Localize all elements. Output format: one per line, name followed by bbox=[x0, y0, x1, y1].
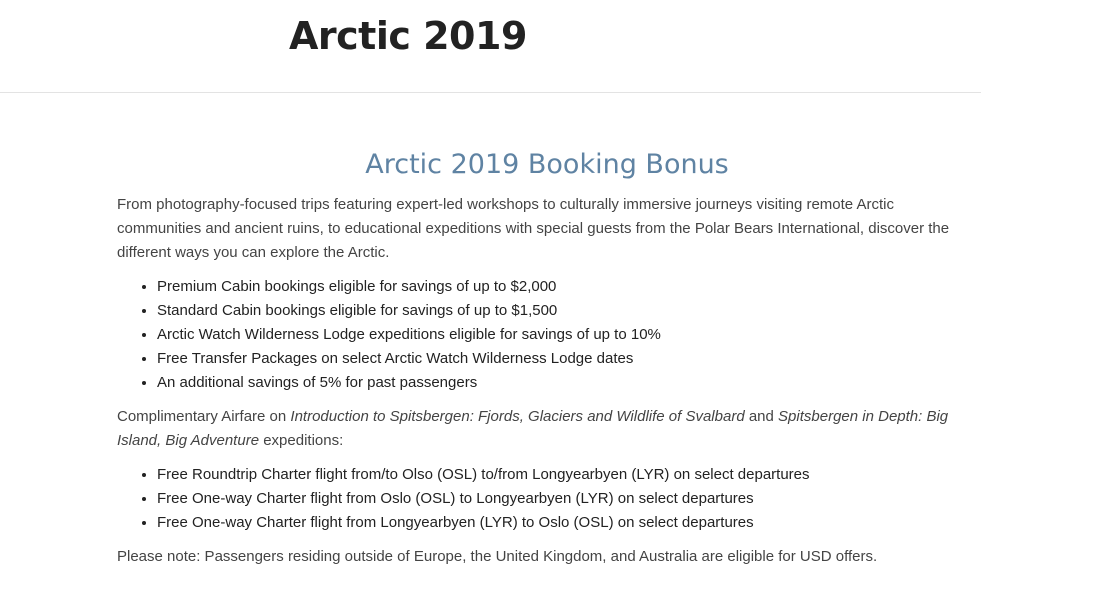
intro-paragraph: From photography-focused trips featuring expert-led workshops to culturally immersive journeys visiting remote Arctic communities and ancient ruins, to educational expeditions with special guests from the Polar Bears International, discover the different ways you can explore the Arctic. bbox=[117, 196, 950, 261]
airfare-suffix: expeditions: bbox=[259, 432, 344, 449]
flight-item: • Free One-way Charter flight from Longyearbyen (LYR) to Oslo (OSL) on select departures bbox=[157, 511, 977, 535]
flight-item: • Free One-way Charter flight from Oslo (OSL) to Longyearbyen (LYR) on select departures bbox=[157, 487, 977, 511]
bonus-item: • Free Transfer Packages on select Arctic Watch Wilderness Lodge dates bbox=[157, 347, 977, 371]
bonus-item: • An additional savings of 5% for past passengers bbox=[157, 371, 977, 395]
trip-name-2: Spitsbergen in Depth: Big Island, Big Adventure bbox=[117, 408, 949, 449]
bonus-list bbox=[117, 275, 977, 395]
main-content bbox=[117, 145, 977, 569]
bonus-item: • Arctic Watch Wilderness Lodge expeditions eligible for savings of up to 10% bbox=[157, 323, 977, 347]
airfare-joiner: and bbox=[744, 408, 779, 425]
flight-list bbox=[117, 463, 977, 535]
page-header bbox=[0, 0, 981, 93]
bonus-item: • Standard Cabin bookings eligible for savings of up to $1,500 bbox=[157, 299, 977, 323]
page-title: Arctic 2019 bbox=[289, 14, 527, 58]
airfare-prefix: Complimentary Airfare on bbox=[117, 408, 291, 425]
note-paragraph: Please note: Passengers residing outside of Europe, the United Kingdom, and Australia are eligible for USD offers. bbox=[117, 548, 878, 565]
flight-item: • Free Roundtrip Charter flight from/to Olso (OSL) to/from Longyearbyen (LYR) on select departures bbox=[157, 463, 977, 487]
trip-name-1: Introduction to Spitsbergen: Fjords, Glaciers and Wildlife of Svalbard bbox=[290, 408, 745, 425]
section-title: Arctic 2019 Booking Bonus bbox=[365, 149, 729, 180]
bonus-item: • Premium Cabin bookings eligible for savings of up to $2,000 bbox=[157, 275, 977, 299]
airfare-paragraph bbox=[117, 405, 977, 453]
